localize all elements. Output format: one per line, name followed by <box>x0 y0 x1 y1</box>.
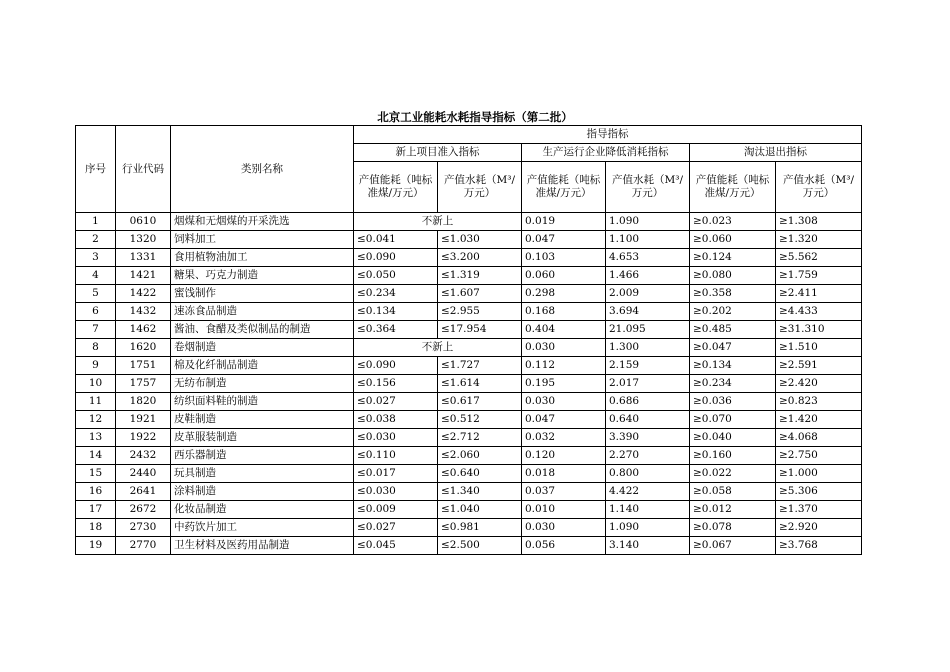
row-number: 6 <box>76 303 116 321</box>
out-water: ≥2.411 <box>776 285 862 303</box>
new-water: ≤0.617 <box>438 393 522 411</box>
run-water: 2.009 <box>606 285 690 303</box>
header-guide: 指导指标 <box>354 126 862 144</box>
out-water: ≥1.759 <box>776 267 862 285</box>
header-category: 类别名称 <box>171 126 354 213</box>
new-water: ≤2.955 <box>438 303 522 321</box>
table-row <box>76 231 862 249</box>
run-energy: 0.195 <box>522 375 606 393</box>
run-water: 1.466 <box>606 267 690 285</box>
new-water: ≤2.060 <box>438 447 522 465</box>
run-energy: 0.030 <box>522 393 606 411</box>
run-energy: 0.404 <box>522 321 606 339</box>
industry-code: 2672 <box>116 501 171 519</box>
row-number: 10 <box>76 375 116 393</box>
header-out-energy: 产值能耗（吨标准煤/万元） <box>690 162 776 213</box>
row-number: 2 <box>76 231 116 249</box>
run-water: 3.390 <box>606 429 690 447</box>
table-row <box>76 375 862 393</box>
new-water: ≤2.500 <box>438 537 522 555</box>
new-water: ≤0.981 <box>438 519 522 537</box>
category-name: 烟煤和无烟煤的开采洗选 <box>171 213 354 231</box>
run-energy: 0.019 <box>522 213 606 231</box>
row-number: 17 <box>76 501 116 519</box>
new-energy: ≤0.364 <box>354 321 438 339</box>
run-water: 1.100 <box>606 231 690 249</box>
new-energy: ≤0.041 <box>354 231 438 249</box>
category-name: 纺织面料鞋的制造 <box>171 393 354 411</box>
out-water: ≥2.420 <box>776 375 862 393</box>
new-energy: ≤0.030 <box>354 429 438 447</box>
out-water: ≥1.510 <box>776 339 862 357</box>
new-project-merged: 不新上 <box>354 213 522 231</box>
row-number: 9 <box>76 357 116 375</box>
industry-code: 2432 <box>116 447 171 465</box>
run-energy: 0.168 <box>522 303 606 321</box>
row-number: 4 <box>76 267 116 285</box>
new-energy: ≤0.234 <box>354 285 438 303</box>
out-water: ≥2.750 <box>776 447 862 465</box>
new-energy: ≤0.017 <box>354 465 438 483</box>
category-name: 卫生材料及医药用品制造 <box>171 537 354 555</box>
row-number: 19 <box>76 537 116 555</box>
out-water: ≥31.310 <box>776 321 862 339</box>
table-row <box>76 501 862 519</box>
table-row <box>76 429 862 447</box>
out-energy: ≥0.202 <box>690 303 776 321</box>
run-energy: 0.298 <box>522 285 606 303</box>
table-row <box>76 321 862 339</box>
run-energy: 0.060 <box>522 267 606 285</box>
industry-code: 1757 <box>116 375 171 393</box>
row-number: 1 <box>76 213 116 231</box>
table-row <box>76 393 862 411</box>
new-project-merged: 不新上 <box>354 339 522 357</box>
new-energy: ≤0.045 <box>354 537 438 555</box>
out-energy: ≥0.160 <box>690 447 776 465</box>
run-energy: 0.047 <box>522 231 606 249</box>
table-row <box>76 213 862 231</box>
industry-code: 1922 <box>116 429 171 447</box>
new-water: ≤1.727 <box>438 357 522 375</box>
header-run-water: 产值水耗（M³/万元） <box>606 162 690 213</box>
category-name: 无纺布制造 <box>171 375 354 393</box>
table-row <box>76 285 862 303</box>
out-water: ≥1.000 <box>776 465 862 483</box>
table-row <box>76 249 862 267</box>
run-water: 2.159 <box>606 357 690 375</box>
new-energy: ≤0.110 <box>354 447 438 465</box>
run-water: 2.017 <box>606 375 690 393</box>
new-energy: ≤0.027 <box>354 393 438 411</box>
category-name: 中药饮片加工 <box>171 519 354 537</box>
indicator-table <box>75 125 862 555</box>
row-number: 7 <box>76 321 116 339</box>
out-energy: ≥0.134 <box>690 357 776 375</box>
new-water: ≤2.712 <box>438 429 522 447</box>
table-row <box>76 339 862 357</box>
out-water: ≥5.306 <box>776 483 862 501</box>
row-number: 16 <box>76 483 116 501</box>
row-number: 15 <box>76 465 116 483</box>
industry-code: 1620 <box>116 339 171 357</box>
run-energy: 0.010 <box>522 501 606 519</box>
out-water: ≥0.823 <box>776 393 862 411</box>
header-group-new: 新上项目准入指标 <box>354 144 522 162</box>
row-number: 11 <box>76 393 116 411</box>
new-water: ≤1.030 <box>438 231 522 249</box>
table-row <box>76 447 862 465</box>
header-new-energy: 产值能耗（吨标准煤/万元） <box>354 162 438 213</box>
industry-code: 1462 <box>116 321 171 339</box>
out-water: ≥1.308 <box>776 213 862 231</box>
new-water: ≤0.512 <box>438 411 522 429</box>
industry-code: 1331 <box>116 249 171 267</box>
industry-code: 1820 <box>116 393 171 411</box>
new-water: ≤1.614 <box>438 375 522 393</box>
category-name: 卷烟制造 <box>171 339 354 357</box>
run-water: 2.270 <box>606 447 690 465</box>
table-row <box>76 267 862 285</box>
table-row <box>76 537 862 555</box>
industry-code: 1432 <box>116 303 171 321</box>
header-group-out: 淘汰退出指标 <box>690 144 862 162</box>
industry-code: 1421 <box>116 267 171 285</box>
new-water: ≤1.607 <box>438 285 522 303</box>
run-water: 4.653 <box>606 249 690 267</box>
new-energy: ≤0.030 <box>354 483 438 501</box>
category-name: 饲料加工 <box>171 231 354 249</box>
run-energy: 0.103 <box>522 249 606 267</box>
run-water: 1.090 <box>606 213 690 231</box>
industry-code: 0610 <box>116 213 171 231</box>
run-energy: 0.030 <box>522 339 606 357</box>
category-name: 棉及化纤制品制造 <box>171 357 354 375</box>
run-water: 1.140 <box>606 501 690 519</box>
out-energy: ≥0.124 <box>690 249 776 267</box>
category-name: 化妆品制造 <box>171 501 354 519</box>
out-water: ≥1.420 <box>776 411 862 429</box>
new-energy: ≤0.090 <box>354 249 438 267</box>
header-new-water: 产值水耗（M³/万元） <box>438 162 522 213</box>
category-name: 玩具制造 <box>171 465 354 483</box>
category-name: 西乐器制造 <box>171 447 354 465</box>
header-industry-code: 行业代码 <box>116 126 171 213</box>
table-row <box>76 357 862 375</box>
run-water: 21.095 <box>606 321 690 339</box>
table-row <box>76 465 862 483</box>
out-energy: ≥0.022 <box>690 465 776 483</box>
row-number: 5 <box>76 285 116 303</box>
new-energy: ≤0.090 <box>354 357 438 375</box>
new-water: ≤1.319 <box>438 267 522 285</box>
new-energy: ≤0.050 <box>354 267 438 285</box>
header-group-run: 生产运行企业降低消耗指标 <box>522 144 690 162</box>
page-title: 北京工业能耗水耗指导指标（第二批） <box>377 110 573 124</box>
table-body <box>76 213 862 555</box>
new-energy: ≤0.009 <box>354 501 438 519</box>
run-energy: 0.030 <box>522 519 606 537</box>
out-water: ≥2.591 <box>776 357 862 375</box>
industry-code: 1751 <box>116 357 171 375</box>
run-energy: 0.047 <box>522 411 606 429</box>
new-energy: ≤0.027 <box>354 519 438 537</box>
row-number: 8 <box>76 339 116 357</box>
new-energy: ≤0.156 <box>354 375 438 393</box>
industry-code: 2641 <box>116 483 171 501</box>
new-energy: ≤0.134 <box>354 303 438 321</box>
out-water: ≥4.433 <box>776 303 862 321</box>
header-seq: 序号 <box>76 126 116 213</box>
out-energy: ≥0.234 <box>690 375 776 393</box>
row-number: 14 <box>76 447 116 465</box>
out-water: ≥5.562 <box>776 249 862 267</box>
out-energy: ≥0.080 <box>690 267 776 285</box>
run-energy: 0.056 <box>522 537 606 555</box>
out-energy: ≥0.012 <box>690 501 776 519</box>
run-energy: 0.037 <box>522 483 606 501</box>
run-water: 3.694 <box>606 303 690 321</box>
row-number: 12 <box>76 411 116 429</box>
table-row <box>76 303 862 321</box>
header-run-energy: 产值能耗（吨标准煤/万元） <box>522 162 606 213</box>
out-energy: ≥0.023 <box>690 213 776 231</box>
header-out-water: 产值水耗（M³/万元） <box>776 162 862 213</box>
category-name: 蜜饯制作 <box>171 285 354 303</box>
table-row <box>76 519 862 537</box>
row-number: 18 <box>76 519 116 537</box>
industry-code: 2730 <box>116 519 171 537</box>
out-energy: ≥0.047 <box>690 339 776 357</box>
category-name: 皮鞋制造 <box>171 411 354 429</box>
out-water: ≥4.068 <box>776 429 862 447</box>
out-energy: ≥0.078 <box>690 519 776 537</box>
industry-code: 2440 <box>116 465 171 483</box>
industry-code: 1921 <box>116 411 171 429</box>
industry-code: 2770 <box>116 537 171 555</box>
category-name: 涂料制造 <box>171 483 354 501</box>
run-energy: 0.112 <box>522 357 606 375</box>
run-water: 0.640 <box>606 411 690 429</box>
category-name: 皮革服装制造 <box>171 429 354 447</box>
new-energy: ≤0.038 <box>354 411 438 429</box>
run-energy: 0.120 <box>522 447 606 465</box>
out-energy: ≥0.058 <box>690 483 776 501</box>
out-energy: ≥0.070 <box>690 411 776 429</box>
out-energy: ≥0.358 <box>690 285 776 303</box>
out-energy: ≥0.067 <box>690 537 776 555</box>
run-energy: 0.032 <box>522 429 606 447</box>
industry-code: 1320 <box>116 231 171 249</box>
run-water: 1.090 <box>606 519 690 537</box>
run-energy: 0.018 <box>522 465 606 483</box>
out-energy: ≥0.040 <box>690 429 776 447</box>
run-water: 1.300 <box>606 339 690 357</box>
run-water: 3.140 <box>606 537 690 555</box>
industry-code: 1422 <box>116 285 171 303</box>
row-number: 3 <box>76 249 116 267</box>
category-name: 速冻食品制造 <box>171 303 354 321</box>
table-row <box>76 483 862 501</box>
out-water: ≥1.320 <box>776 231 862 249</box>
out-water: ≥3.768 <box>776 537 862 555</box>
new-water: ≤1.340 <box>438 483 522 501</box>
new-water: ≤3.200 <box>438 249 522 267</box>
out-water: ≥2.920 <box>776 519 862 537</box>
new-water: ≤0.640 <box>438 465 522 483</box>
run-water: 0.800 <box>606 465 690 483</box>
category-name: 糖果、巧克力制造 <box>171 267 354 285</box>
out-energy: ≥0.036 <box>690 393 776 411</box>
run-water: 4.422 <box>606 483 690 501</box>
out-water: ≥1.370 <box>776 501 862 519</box>
category-name: 酱油、食醋及类似制品的制造 <box>171 321 354 339</box>
table-header <box>76 126 862 213</box>
category-name: 食用植物油加工 <box>171 249 354 267</box>
new-water: ≤17.954 <box>438 321 522 339</box>
out-energy: ≥0.485 <box>690 321 776 339</box>
row-number: 13 <box>76 429 116 447</box>
out-energy: ≥0.060 <box>690 231 776 249</box>
new-water: ≤1.040 <box>438 501 522 519</box>
run-water: 0.686 <box>606 393 690 411</box>
table-row <box>76 411 862 429</box>
